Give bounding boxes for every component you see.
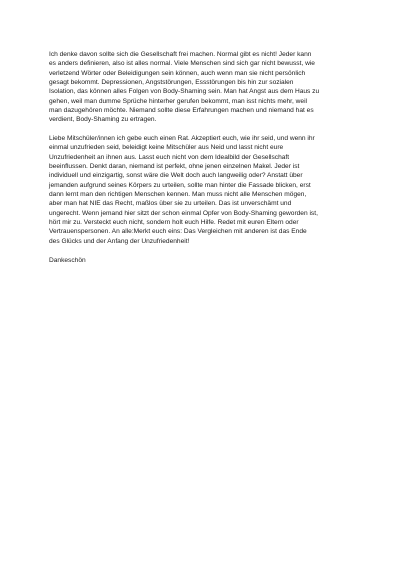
paragraph-body-shaming-consequences [49, 50, 387, 125]
text-line: hört mir zu. Versteckt euch nicht, sondern holt euch Hilfe. Redet mit euren Eltern oder [49, 219, 299, 227]
paragraph-closing [49, 256, 387, 265]
text-line: ungerecht. Wenn jemand hier sitzt der schon einmal Opfer von Body-Shaming geworden ist, [49, 209, 318, 217]
text-line: gesagt bekommt. Depressionen, Angststörungen, Essstörungen bis hin zur sozialen [49, 79, 294, 87]
text-line: Liebe Mitschüler/innen ich gebe euch einen Rat. Akzeptiert euch, wie ihr seid, und wenn ihr [49, 134, 315, 142]
text-line: aber man hat NIE das Recht, maßlos über sie zu urteilen. Das ist unverschämt und [49, 200, 292, 208]
text-line: verletzend Wörter oder Beleidigungen sein können, auch wenn man sie nicht persönlich [49, 69, 306, 77]
closing-text: Dankeschön [49, 256, 86, 264]
text-line: individuell und einzigartig, sonst wäre die Welt doch auch langweilig oder? Anstatt über [49, 172, 303, 180]
text-line: man dazugehören möchte. Niemand sollte diese Erfahrungen machen und niemand hat es [49, 107, 314, 115]
text-line: einmal unzufrieden seid, beleidigt keine Mitschüler aus Neid und lasst nicht eure [49, 144, 284, 152]
text-line: gehen, weil man dumme Sprüche hinterher gerufen bekommt, man isst nichts mehr, weil [49, 97, 308, 105]
text-line: jemanden aufgrund seines Körpers zu urteilen, sollte man hinter die Fassade blicken, erst [49, 181, 311, 189]
document-body [49, 50, 387, 265]
text-line: Vertrauenspersonen. An alle:Merkt euch eins: Das Vergleichen mit anderen ist das Ende [49, 228, 307, 236]
text-line: verdient, Body-Shaming zu ertragen. [49, 116, 157, 124]
text-line: Ich denke davon sollte sich die Gesellschaft frei machen. Normal gibt es nicht! Jeder kann [49, 51, 312, 58]
paragraph-advice-to-classmates [49, 134, 387, 246]
text-line: des Glücks und der Anfang der Unzufriedenheit! [49, 237, 190, 245]
text-line: Isolation, das können alles Folgen von Body-Shaming sein. Man hat Angst aus dem Haus zu [49, 88, 320, 96]
text-line: dann lernt man den richtigen Menschen kennen. Man muss nicht alle Menschen mögen, [49, 191, 307, 198]
text-line: Unzufriedenheit an ihnen aus. Lasst euch nicht von dem Idealbild der Gesellschaft [49, 153, 290, 161]
text-line: beeinflussen. Denkt daran, niemand ist perfekt, ohne jenen einzelnen Makel. Jeder ist [49, 162, 300, 170]
text-line: es anders definieren, also ist alles normal. Viele Menschen sind sich gar nicht bewusst, wie [49, 60, 315, 68]
